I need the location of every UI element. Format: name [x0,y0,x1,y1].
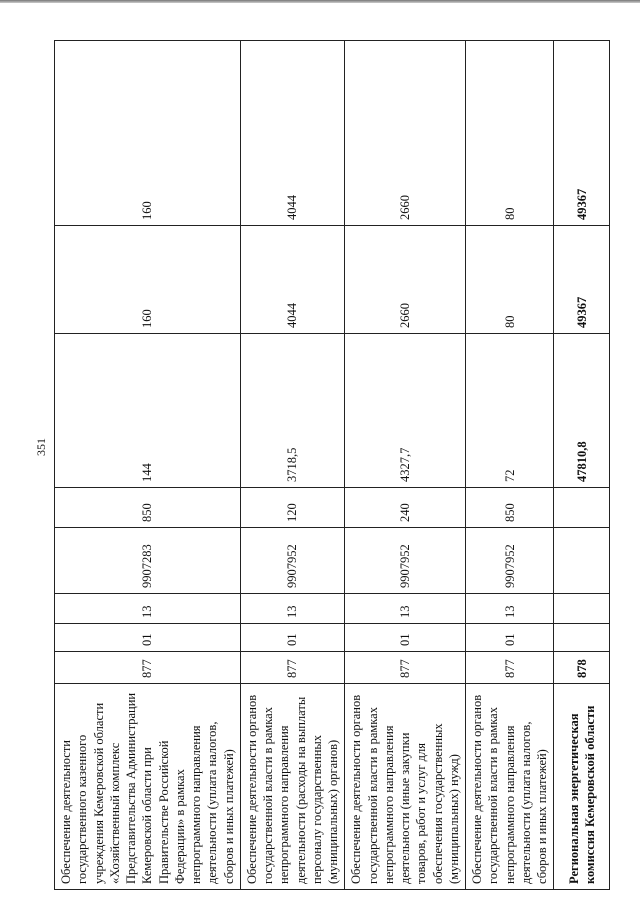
ved-code: 878 [554,652,610,684]
csr-code: 9907952 [345,528,466,594]
ved-code: 877 [240,652,345,684]
row-name: Региональная энергетическая комиссия Кемеровской области [554,684,610,890]
amount-2: 49367 [554,226,610,334]
amount-3: 2660 [345,41,466,226]
pr-code [554,594,610,624]
pr-code: 13 [466,594,554,624]
csr-code: 9907952 [466,528,554,594]
rz-code: 01 [466,624,554,652]
pr-code: 13 [345,594,466,624]
vr-code: 850 [55,488,241,528]
ved-code: 877 [55,652,241,684]
amount-2: 160 [55,226,241,334]
csr-code: 9907952 [240,528,345,594]
rz-code: 01 [240,624,345,652]
vr-code: 850 [466,488,554,528]
amount-3: 4044 [240,41,345,226]
amount-1: 72 [466,334,554,488]
table-row [345,41,466,890]
table-row-total [554,41,610,890]
amount-2: 80 [466,226,554,334]
amount-1: 47810,8 [554,334,610,488]
vr-code [554,488,610,528]
table-row [55,41,241,890]
amount-2: 2660 [345,226,466,334]
pr-code: 13 [240,594,345,624]
row-name: Обеспечение деятельности органов государственной власти в рамках непрограммного направления деятельности (иные закупки товаров, работ и услуг для обеспечения государственных (муниципальных) нужд) [345,684,466,890]
vr-code: 120 [240,488,345,528]
budget-table [54,40,610,890]
rotated-page-content [54,41,597,890]
rz-code [554,624,610,652]
amount-1: 4327,7 [345,334,466,488]
amount-3: 49367 [554,41,610,226]
csr-code [554,528,610,594]
rz-code: 01 [345,624,466,652]
row-name: Обеспечение деятельности органов государственной власти в рамках непрограммного направления деятельности (расходы на выплаты персоналу государственных (муниципальных) органов) [240,684,345,890]
amount-1: 3718,5 [240,334,345,488]
scan-edge [0,0,640,3]
amount-1: 144 [55,334,241,488]
row-name: Обеспечение деятельности государственного казенного учреждения Кемеровской области «Хозяйственный комплекс Представительства Администрации Кемеровской области при Правительстве Российской Федерации» в рамках непрограммного направления деятельности (уплата налогов, сборов и иных платежей) [55,684,241,890]
amount-3: 160 [55,41,241,226]
ved-code: 877 [345,652,466,684]
page-number: 351 [34,438,48,456]
amount-3: 80 [466,41,554,226]
ved-code: 877 [466,652,554,684]
rz-code: 01 [55,624,241,652]
table-row [466,41,554,890]
table-row [240,41,345,890]
csr-code: 9907283 [55,528,241,594]
row-name: Обеспечение деятельности органов государственной власти в рамках непрограммного направления деятельности (уплата налогов, сборов и иных платежей) [466,684,554,890]
amount-2: 4044 [240,226,345,334]
vr-code: 240 [345,488,466,528]
pr-code: 13 [55,594,241,624]
